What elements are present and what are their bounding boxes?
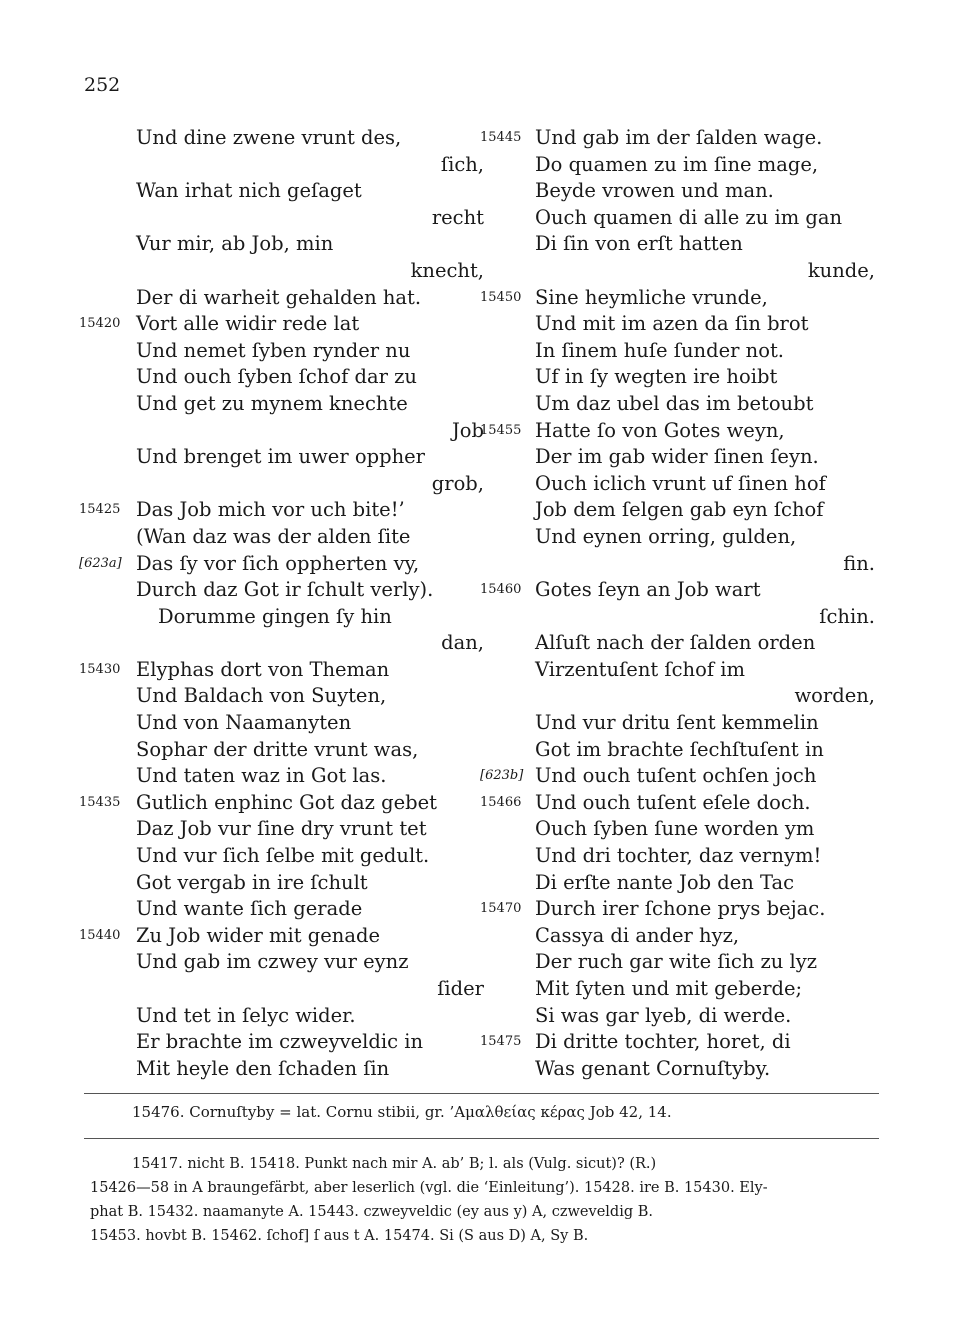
- verse-text: worden,: [794, 684, 875, 708]
- verse-line: [136, 524, 484, 551]
- verse-line: [136, 843, 484, 870]
- verse-text: Und nemet ſyben rynder nu: [136, 338, 411, 362]
- verse-text: Sophar der dritte vrunt was,: [136, 737, 419, 761]
- apparatus-line: 15453. hovbt B. 15462. ſchof] ſ aus t A. 15474. Si (S aus D) A, Sy B.: [90, 1228, 589, 1244]
- verse-text: Wan irhat nich geſaget: [136, 179, 362, 203]
- line-number: 15470: [480, 901, 522, 917]
- verse-text: Di erſte nante Job den Tac: [535, 870, 795, 894]
- verse-text: Elyphas dort von Theman: [136, 657, 390, 681]
- line-number: 15450: [480, 289, 522, 305]
- verse-text: Vort alle widir rede lat: [136, 312, 360, 336]
- verse-line: [535, 444, 875, 471]
- verse-text: Um daz ubel das im betoubt: [535, 391, 814, 415]
- verse-text: recht: [431, 205, 484, 229]
- verse-text: Cassya di ander hyz,: [535, 923, 740, 947]
- verse-text: Das ſy vor ſich oppherten vy,: [136, 551, 420, 575]
- verse-text: Mit ſyten und mit geberde;: [535, 977, 803, 1000]
- verse-line: [535, 178, 875, 205]
- verse-line: [535, 976, 875, 1003]
- verse-line: [535, 152, 875, 179]
- verse-text: Und ouch ſyben ſchof dar zu: [136, 365, 417, 389]
- verse-line: [136, 231, 484, 258]
- verse-line: [480, 790, 875, 817]
- verse-line: [535, 949, 875, 976]
- verse-line: [535, 1003, 875, 1030]
- verse-line: [136, 152, 484, 179]
- verse-text: Und vur dritu ſent kemmelin: [535, 711, 819, 735]
- verse-text: (Wan daz was der alden ſite: [136, 524, 411, 548]
- verse-text: Und taten waz in Got las.: [136, 764, 387, 788]
- verse-text: Was genant Cornuſtyby.: [535, 1056, 771, 1080]
- verse-text: knecht,: [410, 258, 484, 282]
- verse-line: [480, 418, 875, 445]
- line-number: 15420: [79, 316, 121, 332]
- verse-line: [535, 657, 875, 684]
- apparatus-rule: [84, 1138, 879, 1139]
- verse-line: [136, 816, 484, 843]
- verse-line: [136, 178, 484, 205]
- verse-text: kunde,: [807, 258, 875, 282]
- verse-text: Und gab im czwey vur eynz: [136, 950, 409, 974]
- verse-text: Und get zu mynem knechte: [136, 391, 408, 415]
- verse-line: [136, 896, 484, 923]
- verse-line: [136, 418, 484, 445]
- verse-text: Durch daz Got ir ſchult verly).: [136, 578, 434, 602]
- line-number: 15430: [79, 661, 121, 677]
- line-number: 15460: [480, 582, 522, 598]
- verse-line: [535, 258, 875, 285]
- verse-line: [79, 311, 484, 338]
- line-number: 15425: [79, 502, 121, 518]
- verse-line: [535, 683, 875, 710]
- verse-line: [79, 551, 484, 578]
- line-number: 15475: [480, 1034, 522, 1050]
- verse-line: [535, 710, 875, 737]
- verse-line: [79, 657, 484, 684]
- footnote: 15476. Cornuſtyby = lat. Cornu stibii, gr. ’Αμαλθείας κέρας Job 42, 14.: [132, 1103, 672, 1121]
- verse-text: ſider: [437, 977, 484, 1000]
- verse-text: Ouch quamen di alle zu im gan: [535, 205, 843, 229]
- verse-text: Daz Job vur ſine dry vrunt tet: [136, 817, 427, 841]
- verse-text: Und tet in ſelyc wider.: [136, 1003, 356, 1027]
- verse-line: [480, 125, 875, 152]
- verse-line: [136, 1029, 484, 1056]
- verse-text: In ſinem huſe ſunder not.: [535, 338, 784, 362]
- apparatus-line: 15426—58 in A braungefärbt, aber leserlich (vgl. die ‘Einleitung’). 15428. ire B. 15430. Ely-: [90, 1180, 768, 1196]
- verse-line: [136, 1003, 484, 1030]
- verse-line: [480, 763, 875, 790]
- verse-line: [535, 1056, 875, 1083]
- verse-line: [136, 604, 484, 631]
- line-number: 15455: [480, 422, 522, 438]
- verse-text: Und eynen orring, gulden,: [535, 524, 797, 548]
- folio-marker: [623b]: [480, 768, 524, 784]
- verse-line: [535, 524, 875, 551]
- verse-line: [136, 870, 484, 897]
- verse-line: [136, 364, 484, 391]
- left-verse-column: [79, 125, 484, 1082]
- verse-line: [79, 790, 484, 817]
- verse-line: [136, 285, 484, 312]
- verse-line: [480, 285, 875, 312]
- verse-line: [79, 497, 484, 524]
- line-number: 15466: [480, 794, 522, 810]
- verse-line: [136, 949, 484, 976]
- line-number: 15440: [79, 927, 121, 943]
- verse-text: Und Baldach von Suyten,: [136, 684, 387, 708]
- verse-text: Mit heyle den ſchaden ſin: [136, 1056, 390, 1080]
- verse-text: Und brenget im uwer oppher: [136, 445, 425, 469]
- verse-text: Gutlich enphinc Got daz gebet: [136, 790, 437, 814]
- verse-text: Dorumme gingen ſy hin: [158, 604, 392, 628]
- verse-text: ſich,: [440, 152, 484, 176]
- verse-text: Do quamen zu im ſine mage,: [535, 152, 819, 176]
- verse-text: Und ouch tuſent ochſen joch: [535, 764, 817, 788]
- verse-text: Vur mir, ab Job, min: [136, 232, 334, 256]
- verse-text: Ouch iclich vrunt uf ſinen hof: [535, 471, 826, 495]
- verse-line: [136, 338, 484, 365]
- verse-text: Das Job mich vor uch bite!’: [136, 498, 405, 522]
- verse-line: [136, 205, 484, 232]
- verse-text: Und vur ſich ſelbe mit gedult.: [136, 844, 430, 868]
- verse-line: [136, 471, 484, 498]
- verse-text: Sine heymliche vrunde,: [535, 285, 768, 309]
- verse-text: fin.: [843, 551, 875, 575]
- verse-line: [136, 763, 484, 790]
- verse-text: Und dine zwene vrunt des,: [136, 126, 402, 149]
- verse-text: Got vergab in ire ſchult: [136, 870, 368, 894]
- verse-text: Got im brachte ſechſtuſent in: [535, 737, 824, 761]
- verse-text: Beyde vrowen und man.: [535, 179, 774, 203]
- verse-line: [535, 311, 875, 338]
- verse-text: Durch irer ſchone prys bejac.: [535, 897, 826, 921]
- verse-text: Und dri tochter, daz vernym!: [535, 844, 822, 868]
- verse-line: [136, 577, 484, 604]
- verse-line: [535, 364, 875, 391]
- verse-text: Zu Job wider mit genade: [136, 923, 381, 947]
- verse-text: Job: [451, 418, 484, 442]
- verse-text: Ouch ſyben ſune worden ym: [535, 817, 815, 841]
- line-number: 15435: [79, 794, 121, 810]
- verse-line: [79, 923, 484, 950]
- verse-line: [136, 976, 484, 1003]
- verse-line: [136, 710, 484, 737]
- verse-text: grob,: [431, 471, 484, 495]
- verse-line: [136, 444, 484, 471]
- verse-text: dan,: [441, 631, 484, 655]
- verse-line: [535, 231, 875, 258]
- verse-line: [480, 577, 875, 604]
- verse-text: Und gab im der ſalden wage.: [535, 126, 823, 149]
- verse-line: [535, 737, 875, 764]
- verse-text: Alſuſt nach der ſalden orden: [535, 631, 816, 655]
- verse-line: [535, 338, 875, 365]
- verse-text: Hatte ſo von Gotes weyn,: [535, 418, 785, 442]
- line-number: 15445: [480, 130, 522, 145]
- verse-line: [535, 816, 875, 843]
- verse-text: Uf in ſy wegten ire hoibt: [535, 365, 778, 389]
- verse-text: Der im gab wider ſinen ſeyn.: [535, 445, 819, 469]
- footnote-rule: [84, 1093, 879, 1094]
- verse-line: [480, 1029, 875, 1056]
- verse-line: [136, 391, 484, 418]
- folio-marker: [623a]: [79, 555, 122, 571]
- verse-text: Der ruch gar wite ſich zu lyz: [535, 950, 818, 974]
- verse-line: [535, 497, 875, 524]
- verse-text: Und mit im azen da ſin brot: [535, 312, 809, 336]
- verse-text: ſchin.: [819, 604, 875, 628]
- verse-line: [136, 1056, 484, 1083]
- verse-line: [480, 896, 875, 923]
- verse-line: [136, 630, 484, 657]
- page-number: 252: [84, 74, 121, 96]
- verse-line: [535, 551, 875, 578]
- apparatus-line: 15417. nicht B. 15418. Punkt nach mir A. ab’ B; l. als (Vulg. sicut)? (R.): [132, 1156, 657, 1172]
- verse-text: Di dritte tochter, horet, di: [535, 1030, 791, 1054]
- verse-line: [535, 630, 875, 657]
- verse-line: [535, 604, 875, 631]
- verse-line: [535, 471, 875, 498]
- verse-line: [535, 391, 875, 418]
- verse-line: [136, 737, 484, 764]
- verse-line: [535, 843, 875, 870]
- verse-line: [136, 258, 484, 285]
- critical-apparatus: [90, 1152, 880, 1248]
- verse-line: [535, 205, 875, 232]
- verse-text: Und wante ſich gerade: [136, 897, 363, 921]
- verse-text: Virzentuſent ſchof im: [535, 657, 745, 681]
- apparatus-line: phat B. 15432. naamanyte A. 15443. czweyveldic (ey aus y) A, czweveldig B.: [90, 1204, 653, 1220]
- right-verse-column: [480, 125, 875, 1082]
- verse-text: Er brachte im czweyveldic in: [136, 1030, 424, 1054]
- verse-text: Si was gar lyeb, di werde.: [535, 1003, 792, 1027]
- verse-text: Und ouch tuſent eſele doch.: [535, 790, 811, 814]
- verse-line: [136, 683, 484, 710]
- verse-text: Gotes ſeyn an Job wart: [535, 578, 761, 602]
- verse-text: Di ſin von erſt hatten: [535, 232, 743, 256]
- verse-line: [535, 870, 875, 897]
- verse-text: Job dem ſelgen gab eyn ſchof: [535, 498, 824, 522]
- verse-text: Und von Naamanyten: [136, 711, 352, 735]
- verse-text: Der di warheit gehalden hat.: [136, 285, 422, 309]
- verse-line: [535, 923, 875, 950]
- verse-line: [136, 125, 484, 152]
